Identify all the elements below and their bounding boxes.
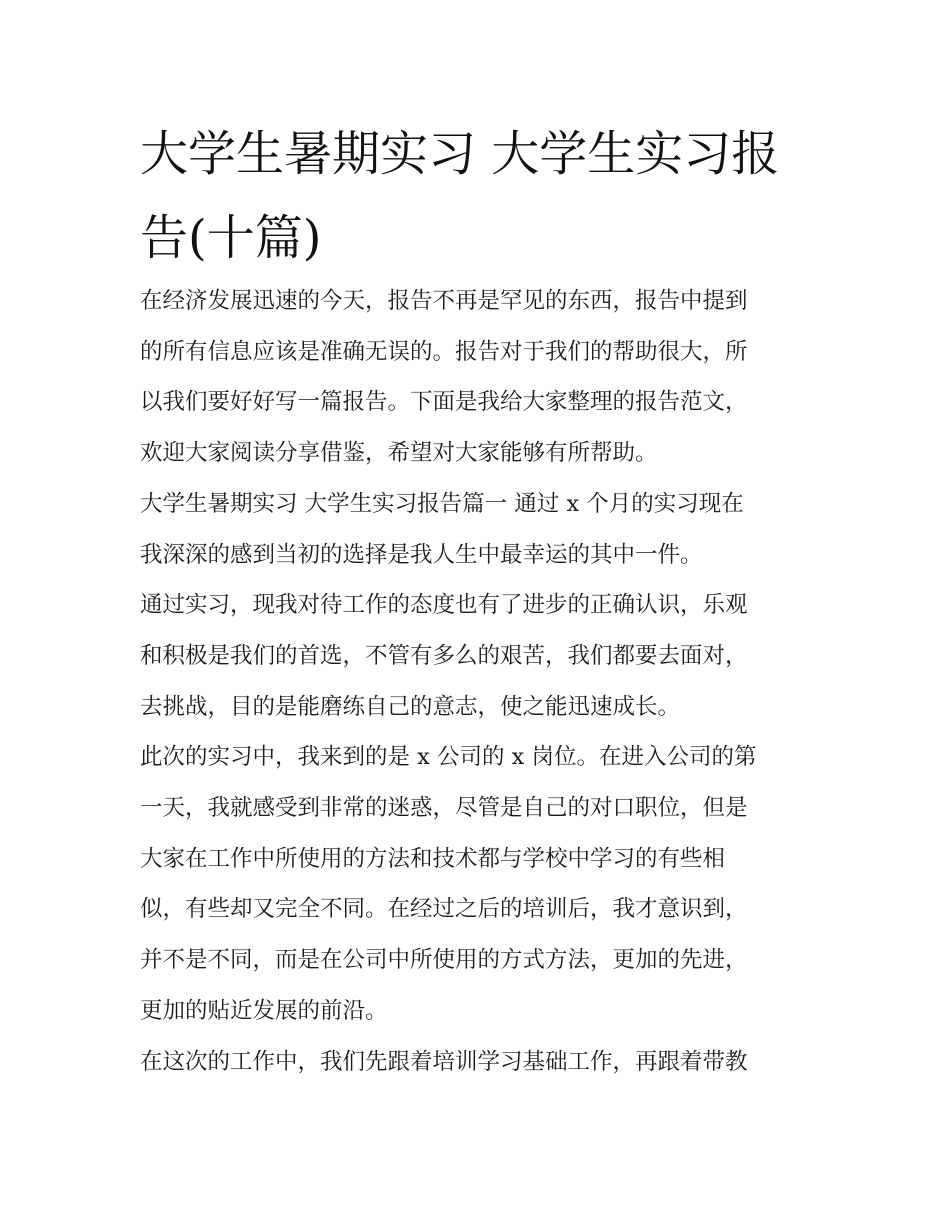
text-line: 一天，我就感受到非常的迷惑，尽管是自己的对口职位，但是 xyxy=(140,795,748,822)
text-line: 通过实习，现我对待工作的态度也有了进步的正确认识，乐观 xyxy=(140,592,748,619)
text-line: 我深深的感到当初的选择是我人生中最幸运的其中一件。 xyxy=(140,541,703,568)
text-line: 此次的实习中，我来到的是 x 公司的 x 岗位。在进入公司的第 xyxy=(140,744,757,771)
document-title: 大学生暑期实习 大学生实习报 告(十篇) xyxy=(140,126,780,266)
text-line: 并不是不同，而是在公司中所使用的方式方法，更加的先进， xyxy=(140,947,748,974)
paragraph-section-one xyxy=(140,479,830,580)
paragraph-company xyxy=(140,732,830,1036)
text-line: 以我们要好好写一篇报告。下面是我给大家整理的报告范文， xyxy=(140,389,748,416)
text-line: 的所有信息应该是准确无误的。报告对于我们的帮助很大，所 xyxy=(140,338,748,365)
text-line: 在经济发展迅速的今天，报告不再是罕见的东西，报告中提到 xyxy=(140,288,748,314)
text-line: 去挑战，目的是能磨练自己的意志，使之能迅速成长。 xyxy=(140,693,681,720)
text-line: 似，有些却又完全不同。在经过之后的培训后，我才意识到， xyxy=(140,896,748,923)
paragraph-attitude xyxy=(140,580,830,732)
text-line: 和积极是我们的首选，不管有多么的艰苦，我们都要去面对， xyxy=(140,642,748,669)
text-line: 在这次的工作中，我们先跟着培训学习基础工作，再跟着带教 xyxy=(140,1048,748,1075)
text-line: 更加的贴近发展的前沿。 xyxy=(140,997,388,1024)
paragraph-work xyxy=(140,1037,830,1088)
text-line: 大家在工作中所使用的方法和技术都与学校中学习的有些相 xyxy=(140,845,726,872)
text-line: 欢迎大家阅读分享借鉴，希望对大家能够有所帮助。 xyxy=(140,440,658,467)
document-body xyxy=(140,276,830,1087)
paragraph-intro xyxy=(140,276,830,479)
text-line: 大学生暑期实习 大学生实习报告篇一 通过 x 个月的实习现在 xyxy=(140,490,744,517)
